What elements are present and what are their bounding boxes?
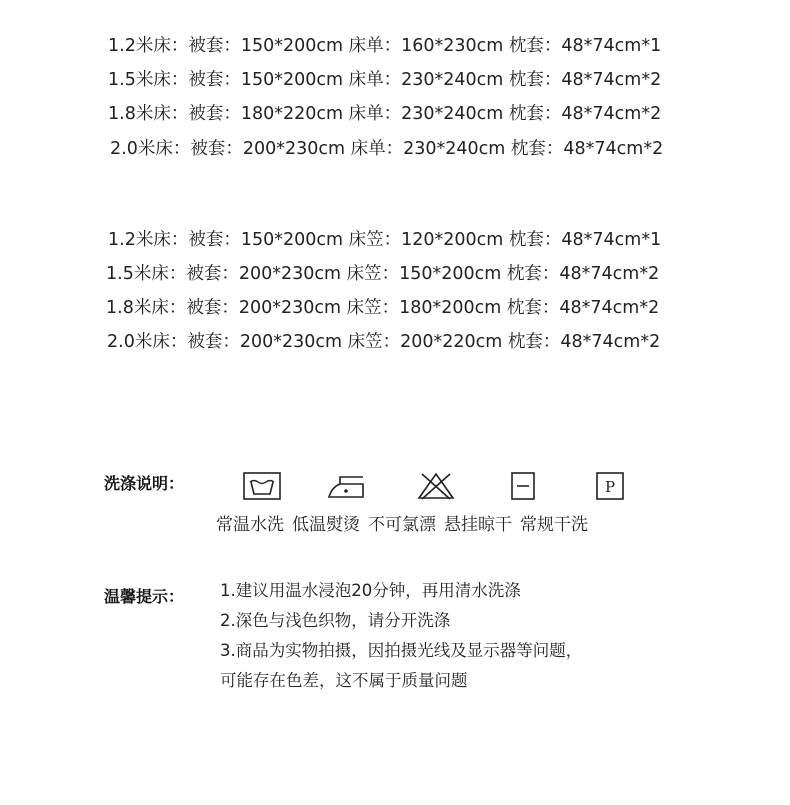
spec-line: 1.2米床：被套：150*200cm 床单：160*230cm 枕套：48*74cm*1 — [108, 36, 662, 56]
care-name-bleach: 不可氯漂 — [368, 515, 436, 535]
spec-line: 1.8米床：被套：180*220cm 床单：230*240cm 枕套：48*74cm*2 — [108, 104, 662, 124]
care-section-label: 洗涤说明： — [104, 474, 185, 493]
dry-clean-p-icon — [590, 471, 630, 501]
spec-line: 1.2米床：被套：150*200cm 床笠：120*200cm 枕套：48*74cm*1 — [108, 230, 662, 250]
spec-line: 1.5米床：被套：200*230cm 床笠：150*200cm 枕套：48*74cm*2 — [106, 264, 660, 284]
dry-clean-letter: P — [604, 478, 616, 496]
tip-line: 3.商品为实物拍摄，因拍摄光线及显示器等问题， — [220, 641, 583, 660]
spec-line: 2.0米床：被套：200*230cm 床单：230*240cm 枕套：48*74cm*2 — [110, 139, 664, 159]
spec-line: 2.0米床：被套：200*230cm 床笠：200*220cm 枕套：48*74cm*2 — [107, 332, 661, 352]
care-names-row — [216, 513, 588, 537]
line-dry-icon — [503, 471, 543, 501]
iron-low-icon — [326, 471, 366, 501]
spec-line: 1.8米床：被套：200*230cm 床笠：180*200cm 枕套：48*74cm*2 — [106, 298, 660, 318]
care-name-dryclean: 常规干洗 — [520, 515, 588, 535]
tip-line: 1.建议用温水浸泡20分钟，再用清水洗涤 — [220, 581, 521, 600]
no-bleach-icon — [416, 471, 456, 501]
care-name-wash: 常温水洗 — [216, 515, 284, 535]
tip-line: 2.深色与浅色织物，请分开洗涤 — [220, 611, 451, 630]
care-name-iron: 低温熨烫 — [292, 515, 360, 535]
spec-line: 1.5米床：被套：150*200cm 床单：230*240cm 枕套：48*74cm*2 — [108, 70, 662, 90]
tip-line: 可能存在色差，这不属于质量问题 — [220, 671, 468, 690]
care-name-dry: 悬挂晾干 — [444, 515, 512, 535]
wash-tub-icon — [242, 471, 282, 501]
tips-section-label: 温馨提示： — [104, 587, 185, 606]
